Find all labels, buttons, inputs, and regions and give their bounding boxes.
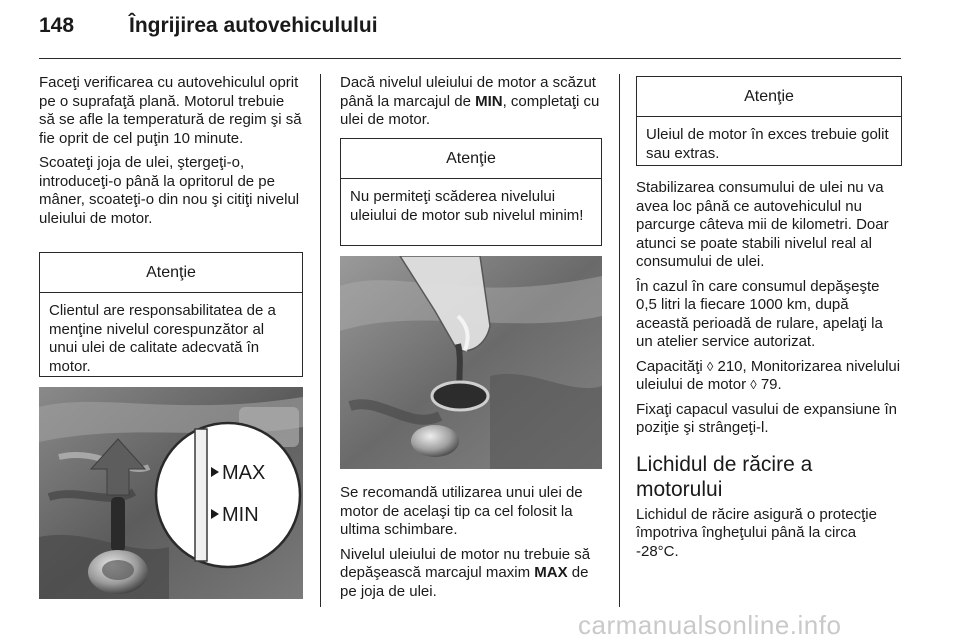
paragraph-references — [636, 358, 902, 395]
warning-box-2 — [340, 138, 602, 246]
paragraph-coolant-protection: Lichidul de răcire asigură o protecţie împotriva îngheţului până la circa -28°C. — [636, 505, 877, 560]
max-mark-label: MAX — [222, 462, 266, 484]
engine-dipstick-image — [39, 387, 303, 599]
paragraph-consumption-stabilization: Stabilizarea consumului de ulei nu va avea loc până ce autovehiculul nu parcurge câteva mii de kilometri. Doar atunci se poate stabili nivelul real al consumului de ulei. — [636, 179, 889, 270]
chapter-title: Îngrijirea autovehiculului — [129, 14, 378, 37]
warning-title: Atenţie — [40, 253, 302, 293]
paragraph-dipstick-procedure: Scoateţi joja de ulei, ştergeţi-o, introduceţi-o până la opritorul de pe mâner, scoateţi-o din nou şi citiţi nivelul uleiului de motor. — [39, 154, 300, 227]
section-heading-coolant: Lichidul de răcire a motorului — [636, 452, 813, 501]
warning-title: Atenţie — [637, 77, 901, 117]
column-divider-1 — [320, 74, 321, 607]
text-fragment: Dacă nivelul uleiului de motor a scăzut până la marcajul de — [340, 74, 596, 110]
page-reference-icon[interactable]: ◊ — [706, 358, 714, 374]
warning-text: Nu permiteţi scăderea nivelului uleiului de motor sub nivelul minim! — [350, 188, 584, 224]
page-header — [39, 14, 378, 44]
column-divider-2 — [619, 74, 620, 607]
column-2 — [340, 74, 602, 136]
column-2-lower — [340, 484, 602, 607]
oil-pouring-image — [340, 256, 602, 469]
warning-text: Clientul are responsabilitatea de a menţine nivelul corespunzător al unui ulei de calitate adecvată în motor. — [49, 302, 276, 375]
dipstick-figure — [39, 387, 303, 599]
warning-box-3 — [636, 76, 902, 166]
warning-box-1 — [39, 252, 303, 377]
min-mark-label: MIN — [222, 504, 259, 526]
text-fragment: Capacităţi — [636, 357, 707, 375]
oil-fill-figure — [340, 256, 602, 469]
column-1 — [39, 74, 303, 234]
text-fragment: 79. — [756, 376, 782, 393]
paragraph-max-level — [340, 546, 602, 602]
page-reference-icon[interactable]: ◊ — [750, 377, 757, 392]
text-fragment: , completaţi cu ulei de motor. — [340, 92, 600, 128]
min-keyword: MIN — [475, 92, 503, 110]
watermark: carmanualsonline.info — [578, 610, 842, 640]
page-number: 148 — [39, 14, 75, 37]
paragraph-expansion-cap: Fixaţi capacul vasului de expansiune în poziţie şi strângeţi-l. — [636, 400, 897, 436]
text-fragment: de pe joja de ulei. — [340, 564, 589, 600]
warning-text: Uleiul de motor în exces trebuie golit sau extras. — [646, 126, 889, 162]
text-fragment: Nivelul uleiului de motor nu trebuie să depăşească marcajul maxim — [340, 545, 591, 581]
paragraph-excess-consumption: În cazul în care consumul depăşeşte 0,5 litri la fiecare 1000 km, după această perioadă de rulare, apelaţi la un atelier service autorizat. — [636, 277, 883, 350]
text-fragment: 210, Monitorizarea nivelului uleiului de motor — [636, 357, 901, 393]
paragraph-oil-type: Se recomandă utilizarea unui ulei de motor de acelaşi tip ca cel folosit la ultima schimbare. — [340, 484, 583, 538]
paragraph-top-up — [340, 74, 602, 130]
paragraph-check-conditions: Faceţi verificarea cu autovehiculul oprit pe o suprafaţă plană. Motorul trebuie să se afle la temperatură de regim şi să fie oprit de cel puţin 10 minute. — [39, 74, 302, 147]
warning-title: Atenţie — [341, 139, 601, 179]
column-3 — [636, 179, 902, 567]
header-divider — [39, 58, 901, 59]
max-keyword: MAX — [534, 564, 568, 581]
